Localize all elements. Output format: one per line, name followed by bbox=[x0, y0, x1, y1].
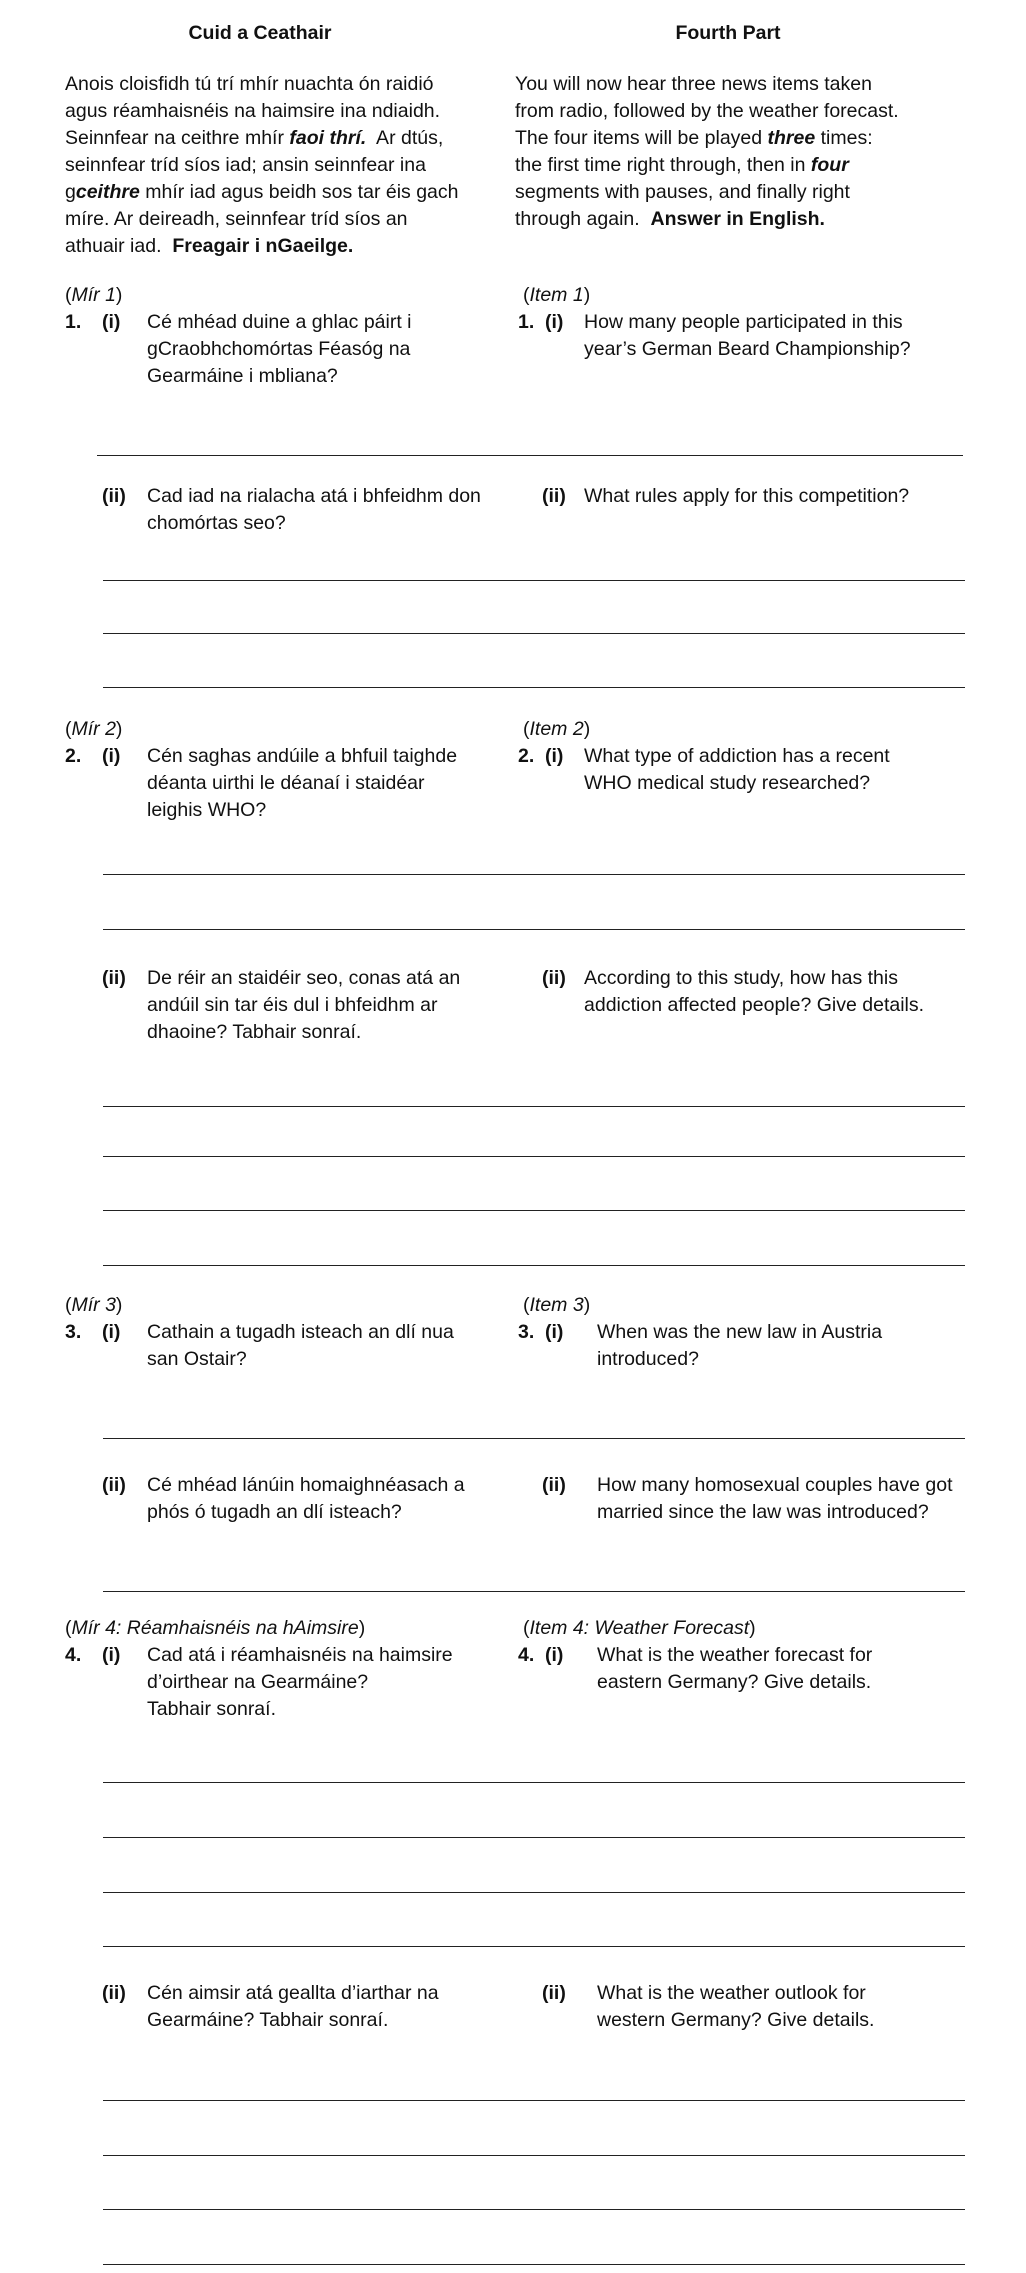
question-3-i-irish: Cathain a tugadh isteach an dlí nua san Ostair? bbox=[147, 1321, 454, 1370]
item-3-irish-label: (Mír 3) bbox=[65, 1294, 123, 1316]
question-2-ii-irish: De réir an staidéir seo, conas atá an andúil sin tar éis dul i bhfeidhm ar dhaoine? Tabhair sonraí. bbox=[147, 967, 461, 1043]
question-3-ii-irish: Cé mhéad lánúin homaighnéasach a phós ó tugadh an dlí isteach? bbox=[147, 1474, 465, 1523]
question-3-ii-part-en: (ii) bbox=[542, 1474, 566, 1496]
intro-english-line: You will now hear three news items taken bbox=[515, 73, 872, 95]
question-4-ii-part-en: (ii) bbox=[542, 1982, 566, 2004]
question-2-number: 2. bbox=[65, 745, 82, 767]
question-3-ii-part: (ii) bbox=[102, 1474, 126, 1496]
answer-line[interactable] bbox=[97, 455, 963, 456]
question-3-i-part: (i) bbox=[102, 1321, 121, 1343]
question-3-number: 3. bbox=[65, 1321, 82, 1343]
intro-irish-line: athuair iad. Freagair i nGaeilge. bbox=[65, 235, 354, 257]
question-1-ii-english: What rules apply for this competition? bbox=[584, 485, 910, 507]
item-1-irish-label: (Mír 1) bbox=[65, 284, 123, 306]
answer-line[interactable] bbox=[103, 1782, 965, 1783]
question-2-i-part-en: (i) bbox=[545, 745, 564, 767]
question-4-i-english: What is the weather forecast for eastern Germany? Give details. bbox=[597, 1644, 873, 1693]
intro-irish-line: agus réamhaisnéis na haimsire ina ndiaidh. bbox=[65, 100, 441, 122]
answer-line[interactable] bbox=[103, 1106, 965, 1107]
question-4-ii-english: What is the weather outlook for western Germany? Give details. bbox=[597, 1982, 875, 2031]
question-2-i-english: What type of addiction has a recent WHO medical study researched? bbox=[584, 745, 890, 794]
answer-line[interactable] bbox=[103, 1210, 965, 1211]
question-4-ii-part: (ii) bbox=[102, 1982, 126, 2004]
question-4-number-en: 4. bbox=[518, 1644, 535, 1666]
answer-line[interactable] bbox=[103, 1837, 965, 1838]
question-1-ii-part: (ii) bbox=[102, 485, 126, 507]
question-4-ii-irish: Cén aimsir atá geallta d’iarthar na Gearmáine? Tabhair sonraí. bbox=[147, 1982, 439, 2031]
item-2-english-label: (Item 2) bbox=[523, 718, 591, 740]
intro-irish-line: gceithre mhír iad agus beidh sos tar éis gach bbox=[65, 181, 459, 203]
intro-english-line: the first time right through, then in four bbox=[515, 154, 849, 176]
intro-english-line: through again. Answer in English. bbox=[515, 208, 825, 230]
answer-line[interactable] bbox=[103, 1591, 965, 1592]
question-4-i-part: (i) bbox=[102, 1644, 121, 1666]
intro-irish bbox=[65, 71, 505, 260]
question-1-ii-irish: Cad iad na rialacha atá i bhfeidhm don chomórtas seo? bbox=[147, 485, 481, 534]
question-2-i-irish: Cén saghas andúile a bhfuil taighde déanta uirthi le déanaí i staidéar leighis WHO? bbox=[147, 745, 458, 821]
item-3-english-label: (Item 3) bbox=[523, 1294, 591, 1316]
question-3-i-english: When was the new law in Austria introduced? bbox=[597, 1321, 883, 1370]
english-section-title: Fourth Part bbox=[675, 22, 781, 44]
answer-line[interactable] bbox=[103, 929, 965, 930]
item-1-english-label: (Item 1) bbox=[523, 284, 591, 306]
question-1-i-irish: Cé mhéad duine a ghlac páirt i gCraobhchomórtas Féasóg na Gearmáine i mbliana? bbox=[147, 311, 412, 387]
intro-english-line: segments with pauses, and finally right bbox=[515, 181, 850, 203]
question-4-i-part-en: (i) bbox=[545, 1644, 564, 1666]
question-1-number: 1. bbox=[65, 311, 82, 333]
question-2-ii-part-en: (ii) bbox=[542, 967, 566, 989]
answer-line[interactable] bbox=[103, 1892, 965, 1893]
intro-irish-line: seinnfear tríd síos iad; ansin seinnfear ina bbox=[65, 154, 426, 176]
answer-line[interactable] bbox=[103, 2209, 965, 2210]
question-1-number-en: 1. bbox=[518, 311, 535, 333]
answer-line[interactable] bbox=[103, 1156, 965, 1157]
item-2-irish-label: (Mír 2) bbox=[65, 718, 123, 740]
answer-line[interactable] bbox=[103, 1946, 965, 1947]
question-2-number-en: 2. bbox=[518, 745, 535, 767]
question-2-i-part: (i) bbox=[102, 745, 121, 767]
question-1-i-english: How many people participated in this year’s German Beard Championship? bbox=[584, 311, 911, 360]
item-4-irish-label: (Mír 4: Réamhaisnéis na hAimsire) bbox=[65, 1617, 366, 1639]
item-4-english-label: (Item 4: Weather Forecast) bbox=[523, 1617, 756, 1639]
answer-line[interactable] bbox=[103, 633, 965, 634]
question-4-i-irish: Cad atá i réamhaisnéis na haimsire d’oirthear na Gearmáine? Tabhair sonraí. bbox=[147, 1644, 453, 1720]
question-1-ii-part-en: (ii) bbox=[542, 485, 566, 507]
question-1-i-part-en: (i) bbox=[545, 311, 564, 333]
answer-line[interactable] bbox=[103, 2264, 965, 2265]
answer-line[interactable] bbox=[103, 874, 965, 875]
answer-line[interactable] bbox=[103, 580, 965, 581]
question-2-ii-english: According to this study, how has this addiction affected people? Give details. bbox=[584, 967, 925, 1016]
question-3-ii-english: How many homosexual couples have got married since the law was introduced? bbox=[597, 1474, 953, 1523]
question-3-i-part-en: (i) bbox=[545, 1321, 564, 1343]
intro-irish-line: Anois cloisfidh tú trí mhír nuachta ón raidió bbox=[65, 73, 434, 95]
answer-line[interactable] bbox=[103, 1438, 965, 1439]
answer-line[interactable] bbox=[103, 687, 965, 688]
question-3-number-en: 3. bbox=[518, 1321, 535, 1343]
answer-line[interactable] bbox=[103, 1265, 965, 1266]
intro-irish-line: Seinnfear na ceithre mhír faoi thrí. Ar dtús, bbox=[65, 127, 444, 149]
irish-section-title: Cuid a Ceathair bbox=[188, 22, 332, 44]
intro-english-line: The four items will be played three times: bbox=[515, 127, 873, 149]
intro-english-line: from radio, followed by the weather forecast. bbox=[515, 100, 899, 122]
question-1-i-part: (i) bbox=[102, 311, 121, 333]
intro-english bbox=[515, 71, 955, 233]
answer-line[interactable] bbox=[103, 2100, 965, 2101]
intro-irish-line: míre. Ar deireadh, seinnfear tríd síos an bbox=[65, 208, 408, 230]
answer-line[interactable] bbox=[103, 2155, 965, 2156]
question-4-number: 4. bbox=[65, 1644, 82, 1666]
question-2-ii-part: (ii) bbox=[102, 967, 126, 989]
